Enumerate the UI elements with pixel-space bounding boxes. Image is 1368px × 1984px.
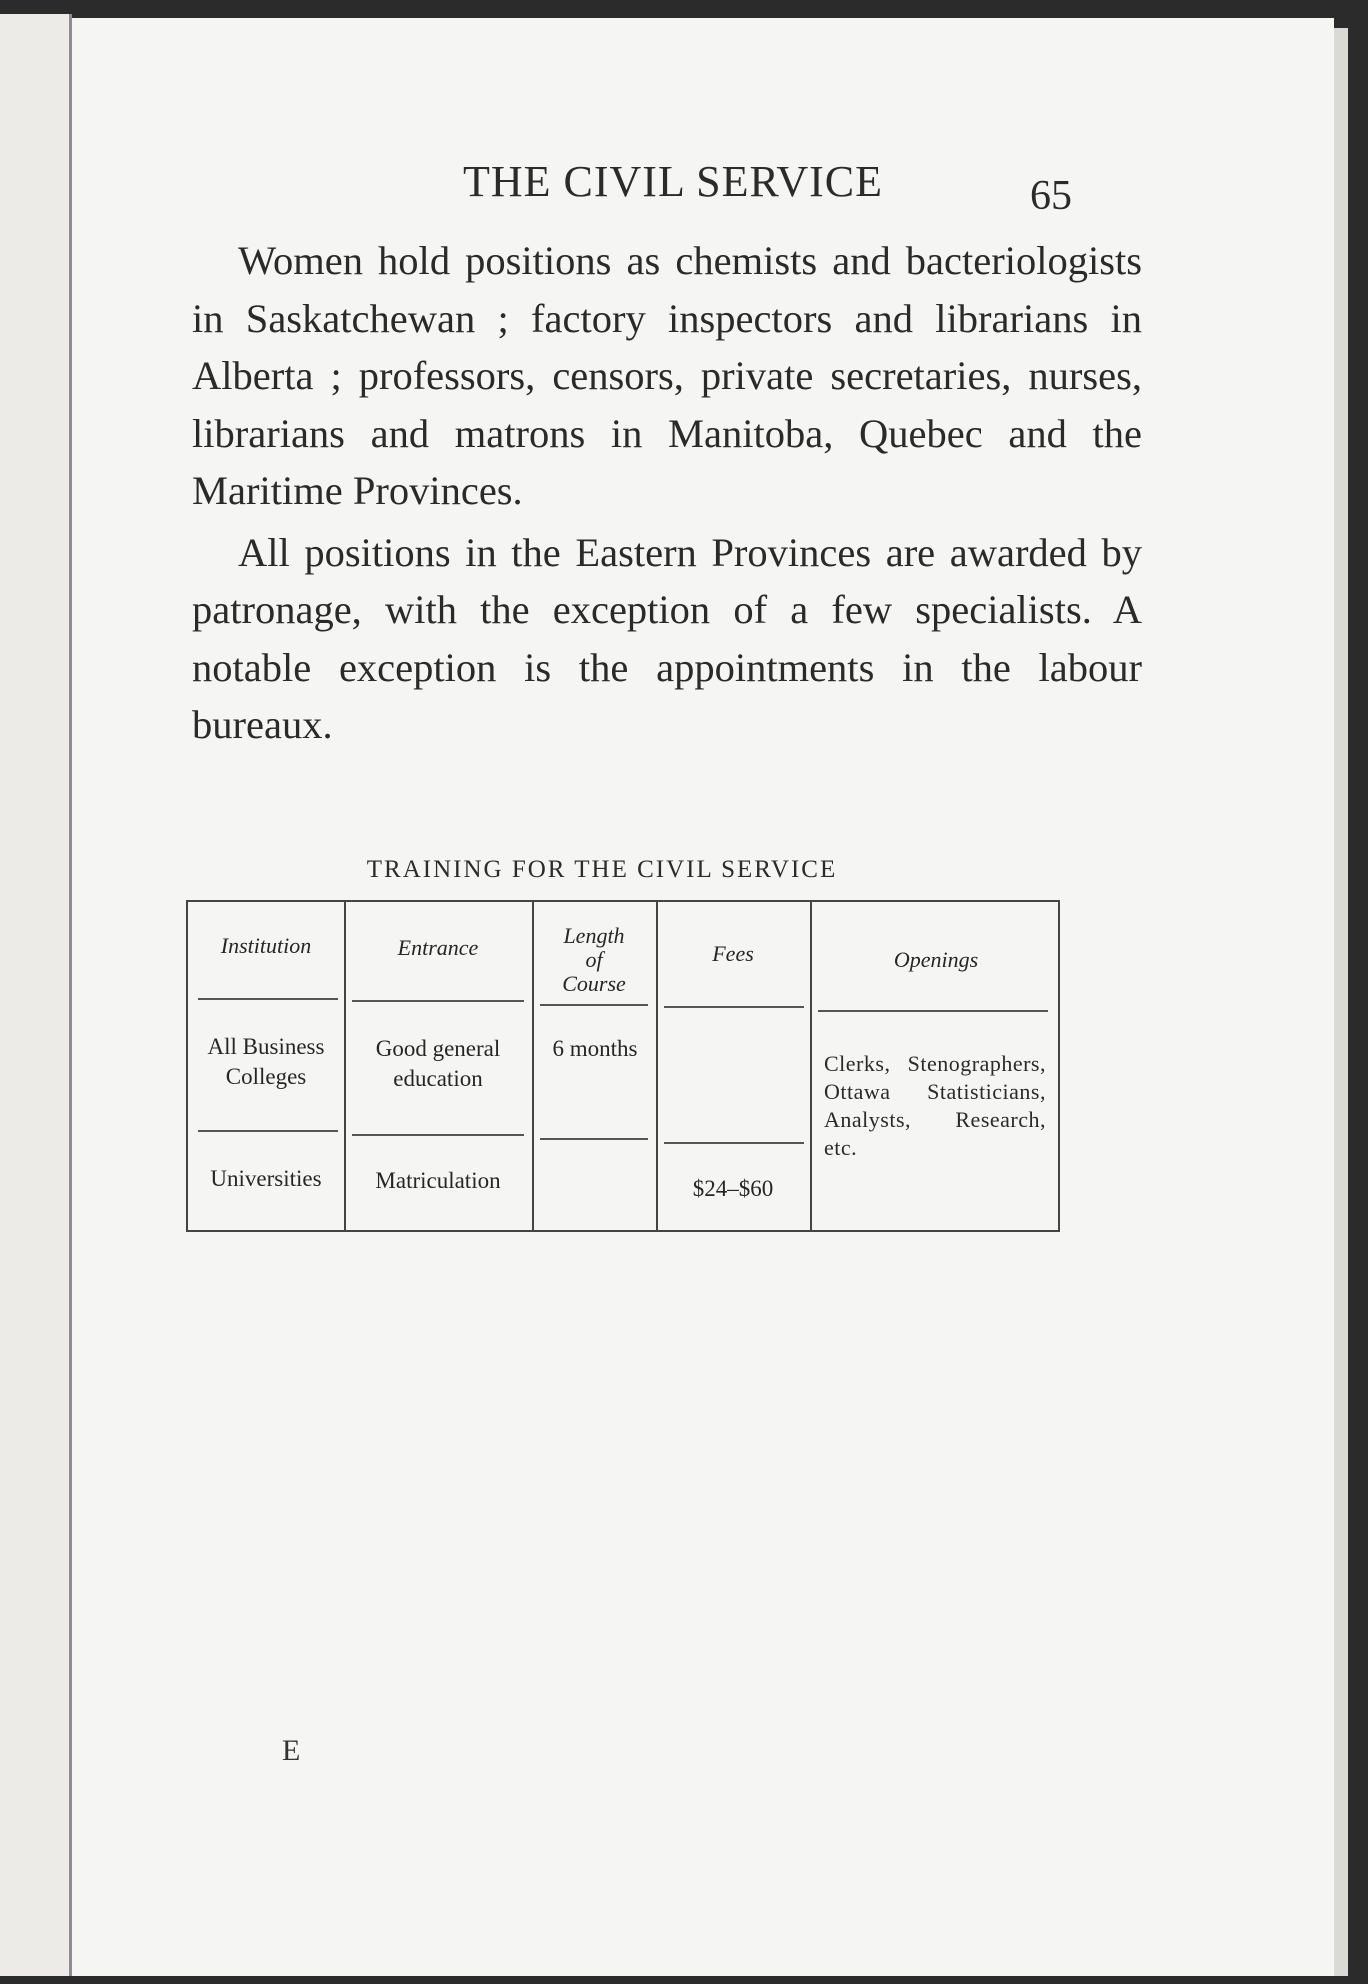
header-length-of-course: Length of Course — [562, 923, 626, 996]
header-rule — [352, 1000, 524, 1002]
row-rule — [198, 1130, 338, 1132]
book-page — [72, 18, 1334, 1976]
openings-cell: Clerks, Stenographers, Ottawa Statisticians, Analysts, Research, etc. — [824, 1051, 1046, 1160]
right-page-edge — [1334, 28, 1348, 1976]
header-rule — [664, 1006, 804, 1008]
table-caption: TRAINING FOR THE CIVIL SERVICE — [366, 856, 838, 883]
paragraph-1: Women hold positions as chemists and bacteriologists in Saskatchewan ; factory inspectors and librarians in Alberta ; professors, censors, private secretaries, nurses, librarians and matrons in Manitoba, Quebec and the Maritime Provinces. — [192, 238, 1142, 513]
row1-entrance: Good general education — [375, 1036, 501, 1091]
row2-entrance: Matriculation — [375, 1168, 501, 1193]
row1-length: 6 months — [552, 1036, 638, 1061]
row-rule — [352, 1134, 524, 1136]
header-institution: Institution — [220, 933, 312, 958]
signature-mark: E — [282, 1734, 301, 1767]
header-rule — [198, 998, 338, 1000]
body-text — [192, 232, 1142, 754]
training-table — [186, 900, 1060, 1232]
header-fees: Fees — [712, 941, 754, 966]
header-rule — [540, 1004, 648, 1006]
paragraph-2: All positions in the Eastern Provinces are awarded by patronage, with the exception of a few specialists. A notable exception is the appointments in the labour bureaux. — [192, 529, 1142, 747]
header-rule — [818, 1010, 1048, 1012]
header-entrance: Entrance — [397, 935, 479, 960]
row2-fees: $24–$60 — [692, 1176, 774, 1201]
left-page-edge — [0, 14, 72, 1976]
row1-institution: All Business Colleges — [207, 1034, 325, 1089]
running-header: THE CIVIL SERVICE — [462, 157, 884, 206]
row-rule — [540, 1138, 648, 1140]
column-divider — [532, 902, 534, 1230]
header-openings: Openings — [893, 947, 979, 972]
row-rule — [664, 1142, 804, 1144]
row2-institution: Universities — [210, 1166, 322, 1191]
page-number: 65 — [1030, 173, 1072, 219]
